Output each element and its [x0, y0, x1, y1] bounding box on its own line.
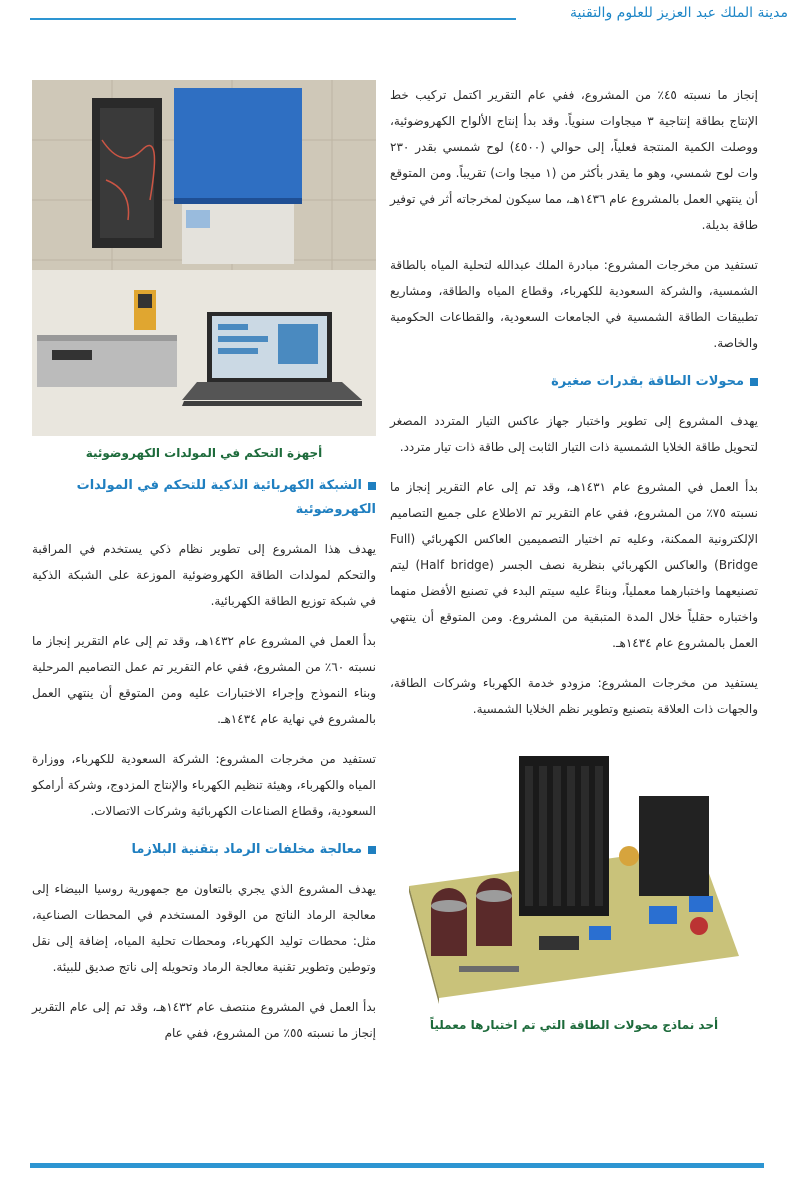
left-paragraph-4: يهدف المشروع الذي يجري بالتعاون مع جمهورية روسيا البيضاء إلى معالجة الرماد الناتج من الوقود المستخدم في المحطات الصناعية، مثل: محطات توليد الكهرباء، ومحطات تحلية المياه، إضافة إلى نقل وتوطين وتطوير تقنية معالجة الرماد وتحويله إلى ناتج صديق للبيئة. [32, 882, 376, 974]
header-rule [30, 18, 516, 20]
left-column [32, 80, 376, 1060]
header-title: مدينة الملك عبد العزيز للعلوم والتقنية [570, 5, 788, 21]
left-paragraph-5: بدأ العمل في المشروع منتصف عام ١٤٣٢هـ، وقد تم إلى عام التقرير إنجاز ما نسبته ٥٥٪ من المشروع، ففي عام [32, 1000, 377, 1040]
pv-control-devices-photo [32, 80, 376, 436]
right-paragraph-4: بدأ العمل في المشروع عام ١٤٣١هـ، وقد تم إلى عام التقرير إنجاز ما نسبته ٧٥٪ من المشروع، ففي عام التقرير تم الاطلاع على جميع التصاميم الإلكترونية الممكنة، وعليه تم اختيار التصميمين العاكس الكهربائي (Full Bridge) والعاكس الكهربائي بنظرية نصف الجسر (Half bridge) ليتم تصنيعهما واختبارهما معملياً، وبناءً عليه سيتم البدء في تصنيع الأفضل منهما واختباره حقلياً خلال المدة المتبقية من المشروع. ومن المتوقع أن ينتهي العمل بالمشروع عام ١٤٣٤هـ. [390, 480, 759, 650]
right-column [390, 82, 758, 1046]
section-heading-text: محولات الطاقة بقدرات صغيرة [551, 374, 744, 389]
right-paragraph-1: إنجاز ما نسبته ٤٥٪ من المشروع، ففي عام التقرير اكتمل تركيب خط الإنتاج بطاقة إنتاجية ٣ ميجاوات سنوياً. وقد بدأ إنتاج الألواح الكهروضوئية، ووصلت الكمية المنتجة فعلياً، إلى حوالي (٤٥٠٠) لوح شمسي بقدر ٢٣٠ وات لوح شمسي، وهو ما يقدر بأكثر من (١ ميجا وات) تقريباً. ومن المتوقع أن ينتهي العمل بالمشروع عام ١٤٣٦هـ، مما سيكون لمخرجاته أثر في توفير طاقة بديلة. [390, 88, 759, 232]
right-paragraph-5: يستفيد من مخرجات المشروع: مزودو خدمة الكهرباء وشركات الطاقة، والجهات ذات العلاقة بتصنيع وتطوير نظم الخلايا الشمسية. [390, 676, 758, 716]
inverter-board-photo [399, 736, 749, 1006]
bullet-square-icon [750, 378, 758, 386]
left-photo-caption: أجهزة التحكم في المولدات الكهروضوئية [85, 446, 323, 460]
left-paragraph-2: بدأ العمل في المشروع عام ١٤٣٢هـ، وقد تم إلى عام التقرير إنجاز ما نسبته ٦٠٪ من المشروع، ففي عام التقرير تم عمل التصاميم المرحلية وبناء النموذج وإجراء الاختبارات عليه ومن المتوقع أن ينتهي العمل بالمشروع في نهاية عام ١٤٣٤هـ. [32, 634, 377, 726]
left-paragraph-3: تستفيد من مخرجات المشروع: الشركة السعودية للكهرباء، ووزارة المياه والكهرباء، وهيئة تنظيم الكهرباء والإنتاج المزدوج، وشركة أرامكو السعودية، وقطاع الصناعات الكهربائية وشركات الاتصالات. [32, 752, 376, 818]
right-paragraph-3: يهدف المشروع إلى تطوير واختبار جهاز عاكس التيار المتردد المصغر لتحويل طاقة الخلايا الشمسية ذات التيار الثابت إلى طاقة ذات تيار متردد. [390, 414, 758, 454]
footer-rule [30, 1163, 764, 1168]
section-heading-text: معالجة مخلفات الرماد بتقنية البلازما [131, 842, 362, 857]
bullet-square-icon [368, 482, 376, 490]
lab-equipment-illustration [32, 80, 376, 436]
right-photo-caption: أحد نماذج محولات الطاقة التي تم اختبارها معملياً [429, 1018, 719, 1032]
section-heading-plasma-ash [32, 838, 376, 862]
section-heading-smart-grid [32, 474, 376, 522]
right-paragraph-2: تستفيد من مخرجات المشروع: مبادرة الملك عبدالله لتحلية المياه بالطاقة الشمسية، والشركة السعودية للكهرباء، وقطاع المياه والطاقة، ومشاريع تطبيقات الطاقة الشمسية في الجامعات السعودية، والقطاعات الحكومية والخاصة. [390, 258, 758, 350]
section-heading-power-converters [390, 370, 758, 394]
left-paragraph-1: يهدف هذا المشروع إلى تطوير نظام ذكي يستخدم في المراقبة والتحكم لمولدات الطاقة الكهروضوئية الموزعة على الشبكة الذكية في شبكة توزيع الطاقة الكهربائية. [32, 542, 376, 608]
section-heading-text: الشبكة الكهربائية الذكية للتحكم في المولدات الكهروضوئية [76, 478, 376, 517]
inverter-board-illustration [399, 736, 749, 1006]
bullet-square-icon [368, 846, 376, 854]
